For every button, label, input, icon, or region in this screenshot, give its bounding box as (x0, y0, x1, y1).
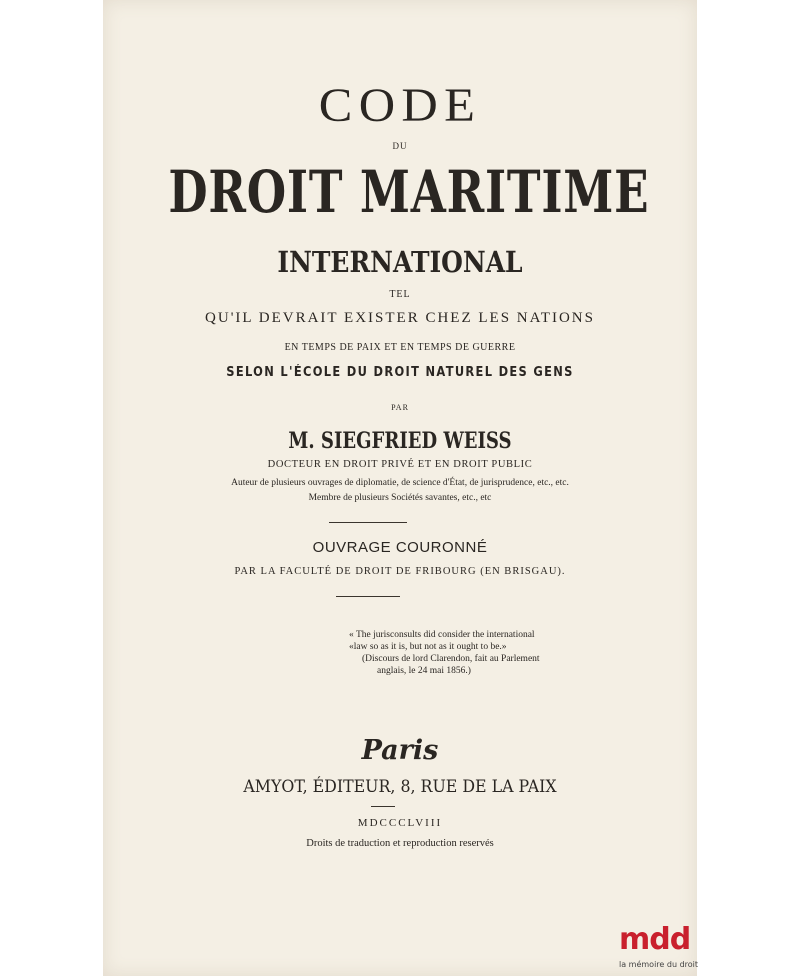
mdd-logo-tagline: la mémoire du droit (619, 960, 699, 969)
nations-line: QU'IL DEVRAIT EXISTER CHEZ LES NATIONS (205, 310, 595, 326)
mdd-logo-mark: mdd (619, 922, 691, 957)
main-title: DROIT MARITIME (168, 158, 650, 226)
ecole-line: SELON L'ÉCOLE DU DROIT NATUREL DES GENS (226, 365, 574, 380)
mdd-logo (619, 922, 699, 973)
tel-line: TEL (389, 289, 411, 300)
par-line: PAR (391, 403, 409, 412)
epigraph-source: anglais, le 24 mai 1856.) (377, 666, 471, 676)
epigraph-line: «law so as it is, but not as it ought to be.» (349, 642, 507, 652)
epigraph-source: (Discours de lord Clarendon, fait au Parlement (362, 654, 540, 664)
title-code: CODE (318, 79, 482, 132)
imprint-rights: Droits de traduction et reproduction reservés (306, 838, 494, 849)
subtitle: INTERNATIONAL (277, 245, 523, 279)
temps-line: EN TEMPS DE PAIX ET EN TEMPS DE GUERRE (284, 342, 516, 353)
imprint-publisher: AMYOT, ÉDITEUR, 8, RUE DE LA PAIX (243, 777, 557, 797)
author-works: Auteur de plusieurs ouvrages de diplomatie, de science d'État, de jurisprudence, etc., etc. (231, 478, 569, 488)
award-faculty: PAR LA FACULTÉ DE DROIT DE FRIBOURG (EN BRISGAU). (234, 566, 566, 577)
divider-rule (329, 522, 407, 523)
author-name: M. SIEGFRIED WEISS (288, 428, 512, 454)
author-memberships: Membre de plusieurs Sociétés savantes, etc., etc (308, 493, 492, 503)
title-du: DU (392, 141, 408, 151)
award-title: OUVRAGE COURONNÉ (312, 539, 488, 556)
imprint-city: Paris (361, 735, 439, 766)
divider-rule (371, 806, 395, 807)
title-page (103, 0, 697, 976)
epigraph-line: « The jurisconsults did consider the international (349, 630, 535, 640)
imprint-year: MDCCCLVIII (357, 817, 443, 829)
divider-rule (336, 596, 400, 597)
epigraph (349, 629, 609, 677)
author-credentials: DOCTEUR EN DROIT PRIVÉ ET EN DROIT PUBLIC (267, 459, 533, 470)
